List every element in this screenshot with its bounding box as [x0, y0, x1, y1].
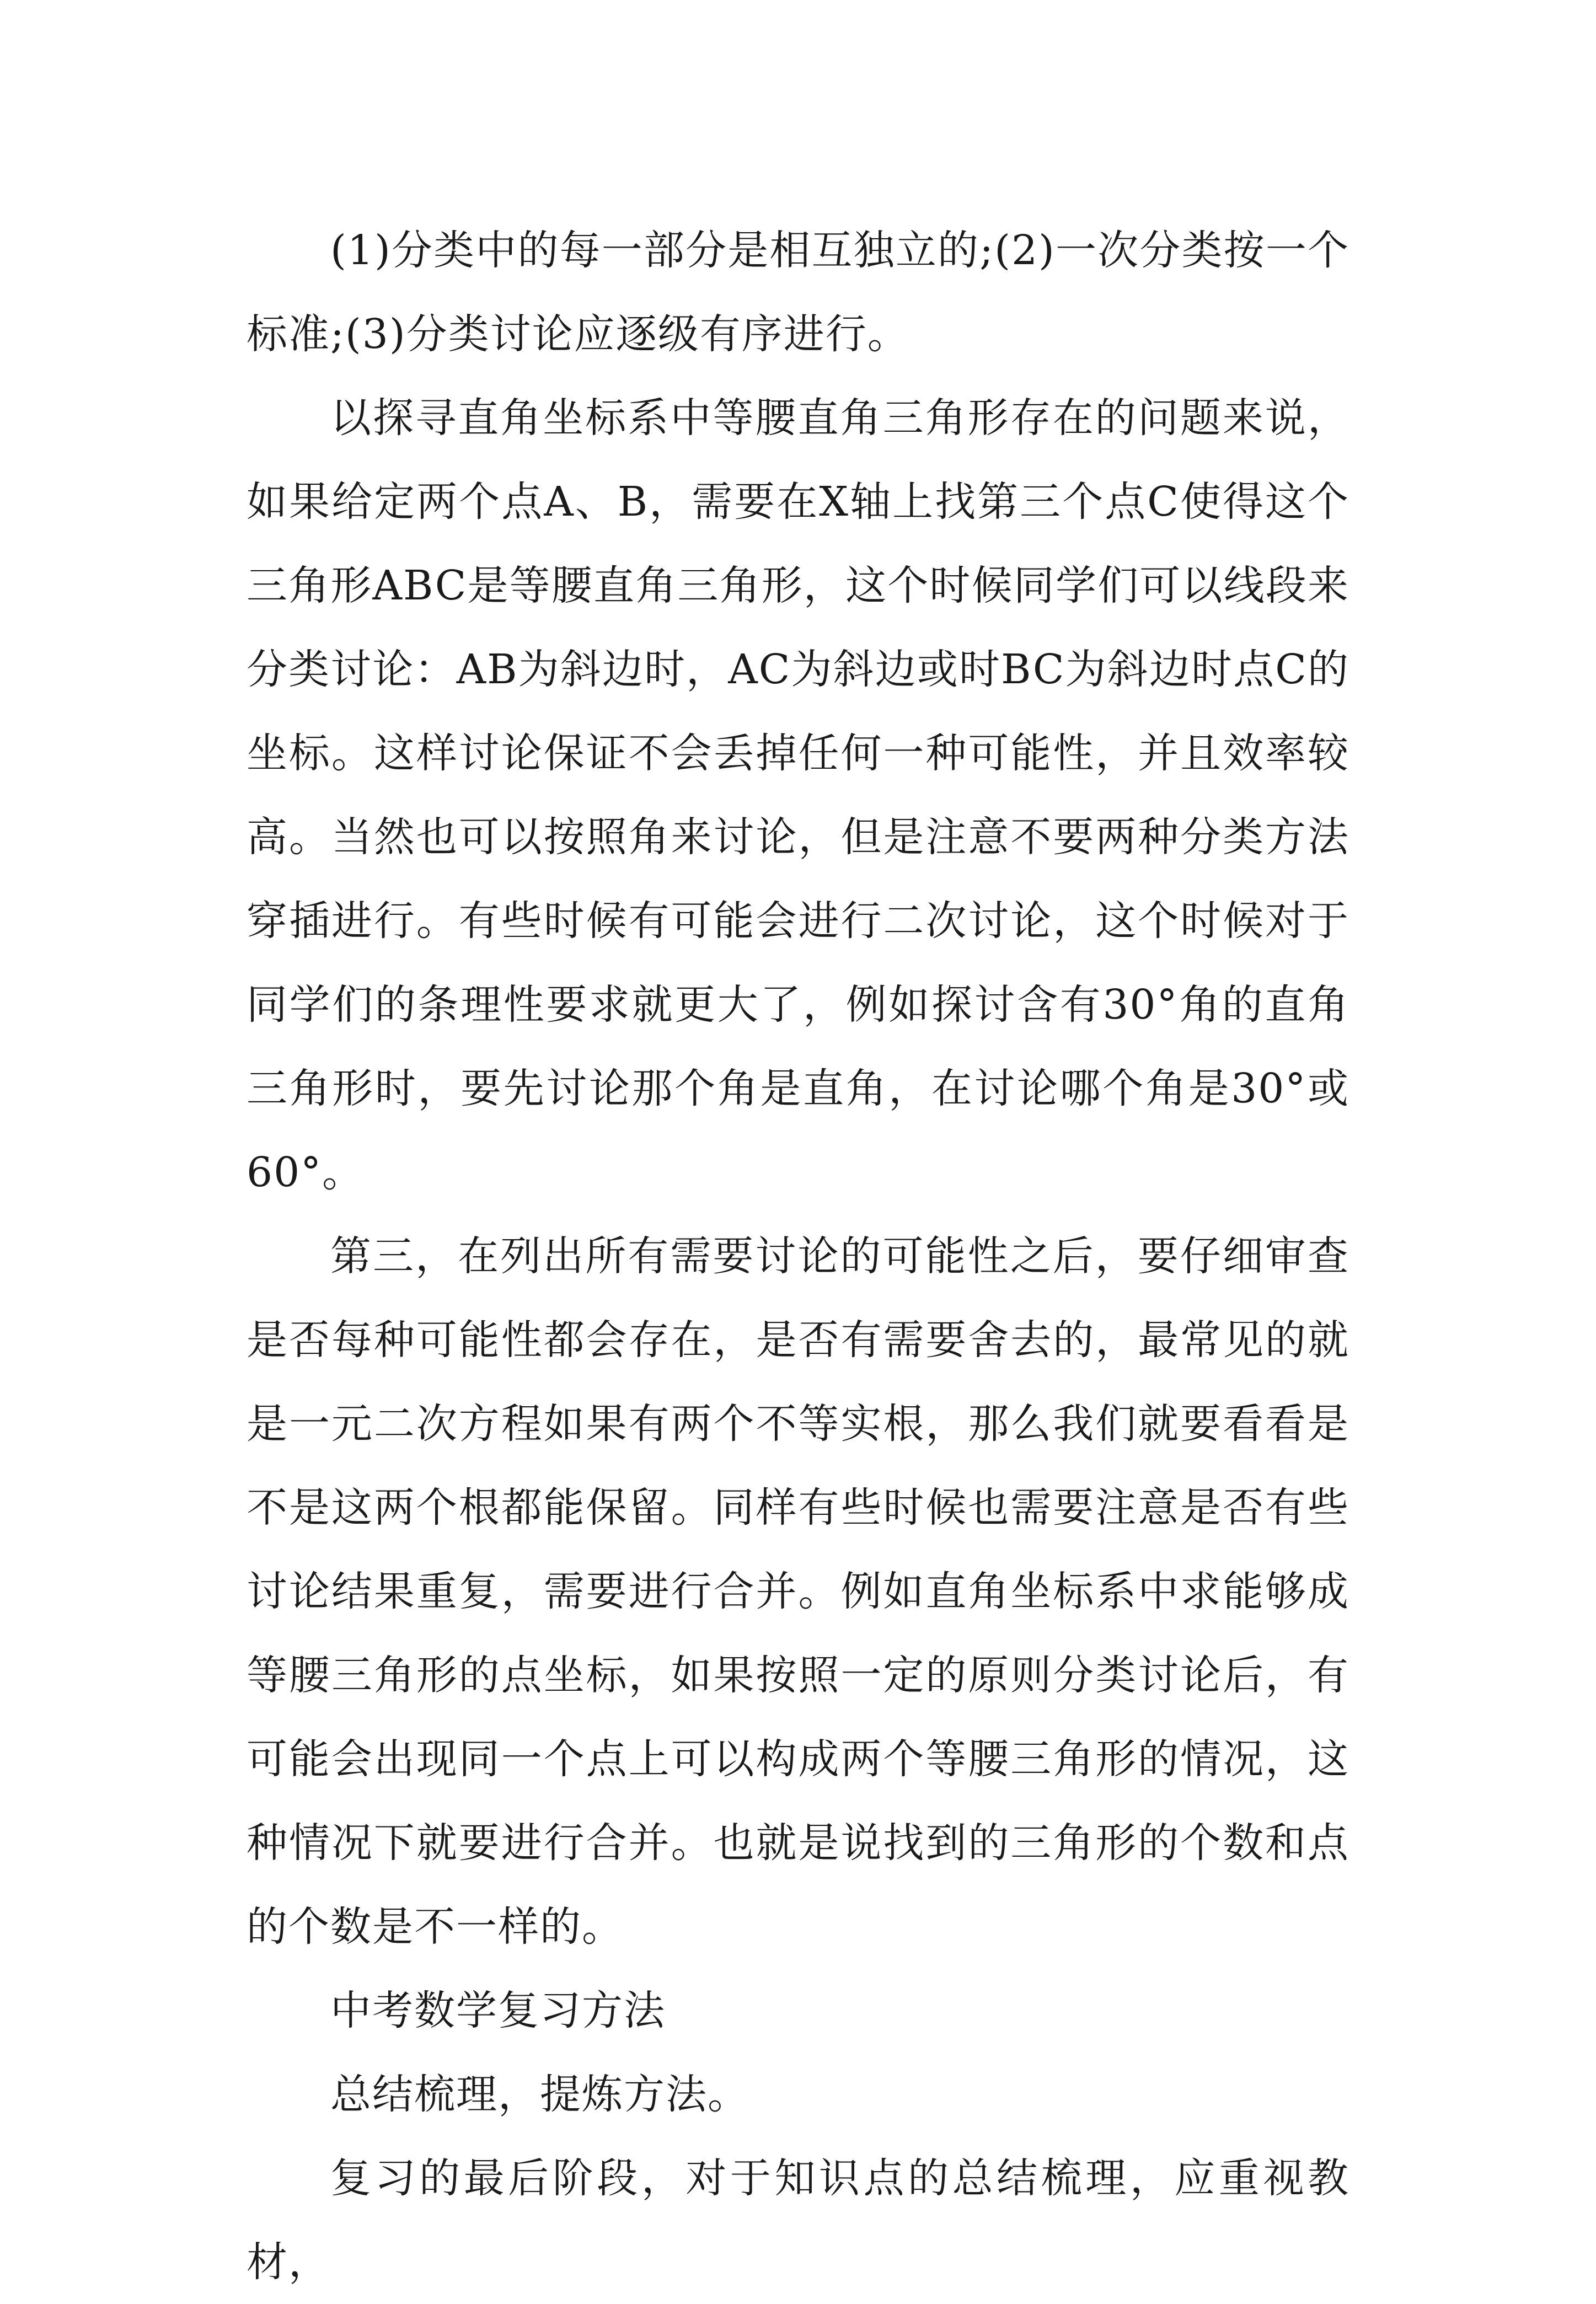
- paragraph-verify-possibilities: 第三，在列出所有需要讨论的可能性之后，要仔细审查是否每种可能性都会存在，是否有需要舍去的，最常见的就是一元二次方程如果有两个不等实根，那么我们就要看看是不是这两个根都能保留。同样有些时候也需要注意是否有些讨论结果重复，需要进行合并。例如直角坐标系中求能够成等腰三角形的点坐标，如果按照一定的原则分类讨论后，有可能会出现同一个点上可以构成两个等腰三角形的情况，这种情况下就要进行合并。也就是说找到的三角形的个数和点的个数是不一样的。: [247, 1233, 1349, 1951]
- document-body: [247, 208, 1349, 2304]
- section-heading-review-methods: 中考数学复习方法: [330, 1987, 666, 2034]
- subheading-summarize: 总结梳理，提炼方法。: [330, 2071, 749, 2118]
- paragraph-classification-principles: (1)分类中的每一部分是相互独立的;(2)一次分类按一个标准;(3)分类讨论应逐级有序进行。: [247, 227, 1349, 358]
- paragraph-isosceles-right-triangle: 以探寻直角坐标系中等腰直角三角形存在的问题来说，如果给定两个点A、B，需要在X轴上找第三个点C使得这个三角形ABC是等腰直角三角形，这个时候同学们可以线段来分类讨论：AB为斜边时，AC为斜边或时BC为斜边时点C的坐标。这样讨论保证不会丢掉任何一种可能性，并且效率较高。当然也可以按照角来讨论，但是注意不要两种分类方法穿插进行。有些时候有可能会进行二次讨论，这个时候对于同学们的条理性要求就更大了，例如探讨含有30°角的直角三角形时，要先讨论那个角是直角，在讨论哪个角是30°或60°。: [247, 394, 1349, 1196]
- paragraph-final-stage-review: 复习的最后阶段，对于知识点的总结梳理，应重视教材，: [247, 2155, 1349, 2286]
